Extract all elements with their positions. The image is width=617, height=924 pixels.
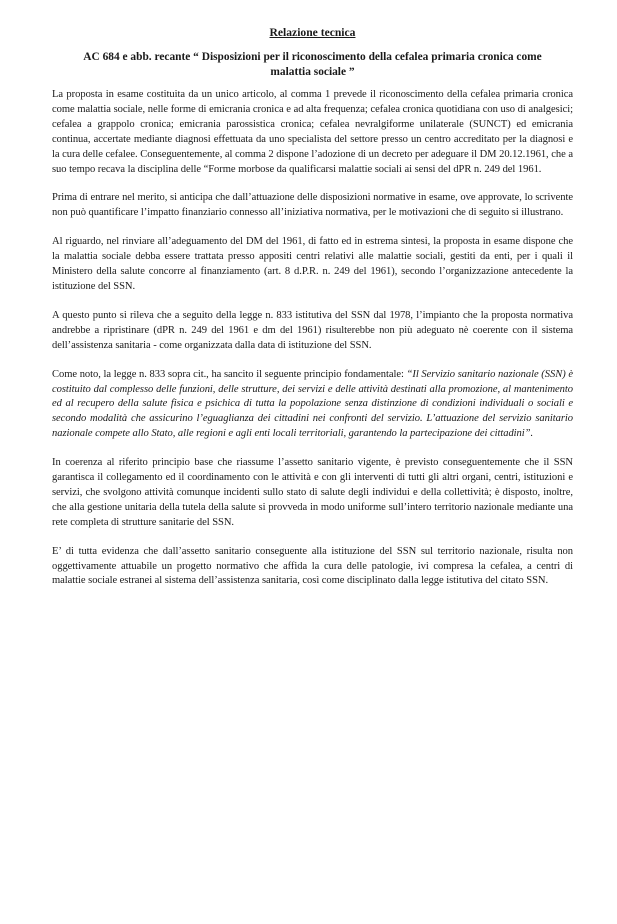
paragraph-4: A questo punto si rileva che a seguito della legge n. 833 istitutiva del SSN dal 1978, l’impianto che la proposta normativa andrebbe a ripristinare (dPR n. 249 del 1961 e dm del 1961) risulterebbe non più adeguato nè coerente con il sistema dell’assistenza sanitaria - come organizzata dalla data di istituzione del SSN. — [52, 309, 573, 351]
paragraph-3: Al riguardo, nel rinviare all’adeguamento del DM del 1961, di fatto ed in estrema sintesi, la proposta in esame dispone che la malattia sociale debba essere trattata presso appositi centri relativi alle malattie sociali, gestiti da enti, per i quali il Ministero della salute concorre al finanziamento (art. 8 d.P.R. n. 249 del 1961), secondo l’organizzazione antecedente la istituzione del SSN. — [52, 236, 573, 292]
document-subtitle: AC 684 e abb. recante “ Disposizioni per il riconoscimento della cefalea primaria cronica come malattia sociale ” — [83, 51, 542, 78]
paragraph-7: E’ di tutta evidenza che dall’assetto sanitario conseguente alla istituzione del SSN sul territorio nazionale, risulta non oggettivamente attuabile un progetto normativo che affida la cura delle patologie, ivi compresa la cefalea, a centri di malattie sociale estranei al sistema dell’assistenza sanitaria, così come disciplinato dalla legge istitutiva del citato SSN. — [52, 545, 573, 587]
paragraph-2: Prima di entrare nel merito, si anticipa che dall’attuazione delle disposizioni normative in esame, ove approvate, lo scrivente non può quantificare l’impatto finanziario connesso all’iniziativa normativa, per le motivazioni che di seguito si illustrano. — [52, 192, 573, 219]
paragraph-1: La proposta in esame costituita da un unico articolo, al comma 1 prevede il riconoscimento della cefalea primaria cronica come malattia sociale, nelle forme di emicrania cronica e ad alta frequenza; cefalea cronica quotidiana con uso di analgesici; cefalea a grappolo cronica; emicrania parossistica cronica; cefalea nevralgiforme unilaterale (SUNCT) ed emicrania continua, accertate mediante diagnosi effettuata da uno specialista del settore presso un centro accreditato per la diagnosi e la cura delle cefalee. Conseguentemente, al comma 2 dispone l’adozione di un decreto per adeguare il DM 20.12.1961, che a suo tempo recava la disciplina delle “Forme morbose da qualificarsi malattie sociali ai sensi del dPR n. 249 del 1961. — [52, 89, 573, 175]
paragraph-5-text: Come noto, la legge n. 833 sopra cit., ha sancito il seguente principio fondamentale: — [52, 368, 407, 380]
paragraph-6: In coerenza al riferito principio base che riassume l’assetto sanitario vigente, è previsto conseguentemente che il SSN garantisca il collegamento ed il coordinamento con le attività e con gli interventi di tutti gli altri organi, centri, istituzioni e servizi, che svolgono attività comunque incidenti sullo stato di salute degli individui e della collettività; è disposto, inoltre, che alla gestione unitaria della tutela della salute si provveda in modo uniforme sull’intero territorio nazionale mediante una rete completa di strutture sanitarie del SSN. — [52, 457, 573, 528]
paragraph-5 — [52, 368, 573, 443]
law-quote: “Il Servizio sanitario nazionale (SSN) è costituito dal complesso delle funzioni, delle strutture, dei servizi e delle attività destinati alla promozione, al mantenimento ed al recupero della salute fisica e psichica di tutta la popolazione senza distinzione di condizioni individuali o sociali e secondo modalità che assicurino l’eguaglianza dei cittadini nei confronti del servizio. L’attuazione del servizio sanitario nazionale compete allo Stato, alle regioni e agli enti locali territoriali, garantendo la partecipazione dei cittadini”. — [52, 368, 573, 440]
document-title: Relazione tecnica — [269, 26, 356, 39]
